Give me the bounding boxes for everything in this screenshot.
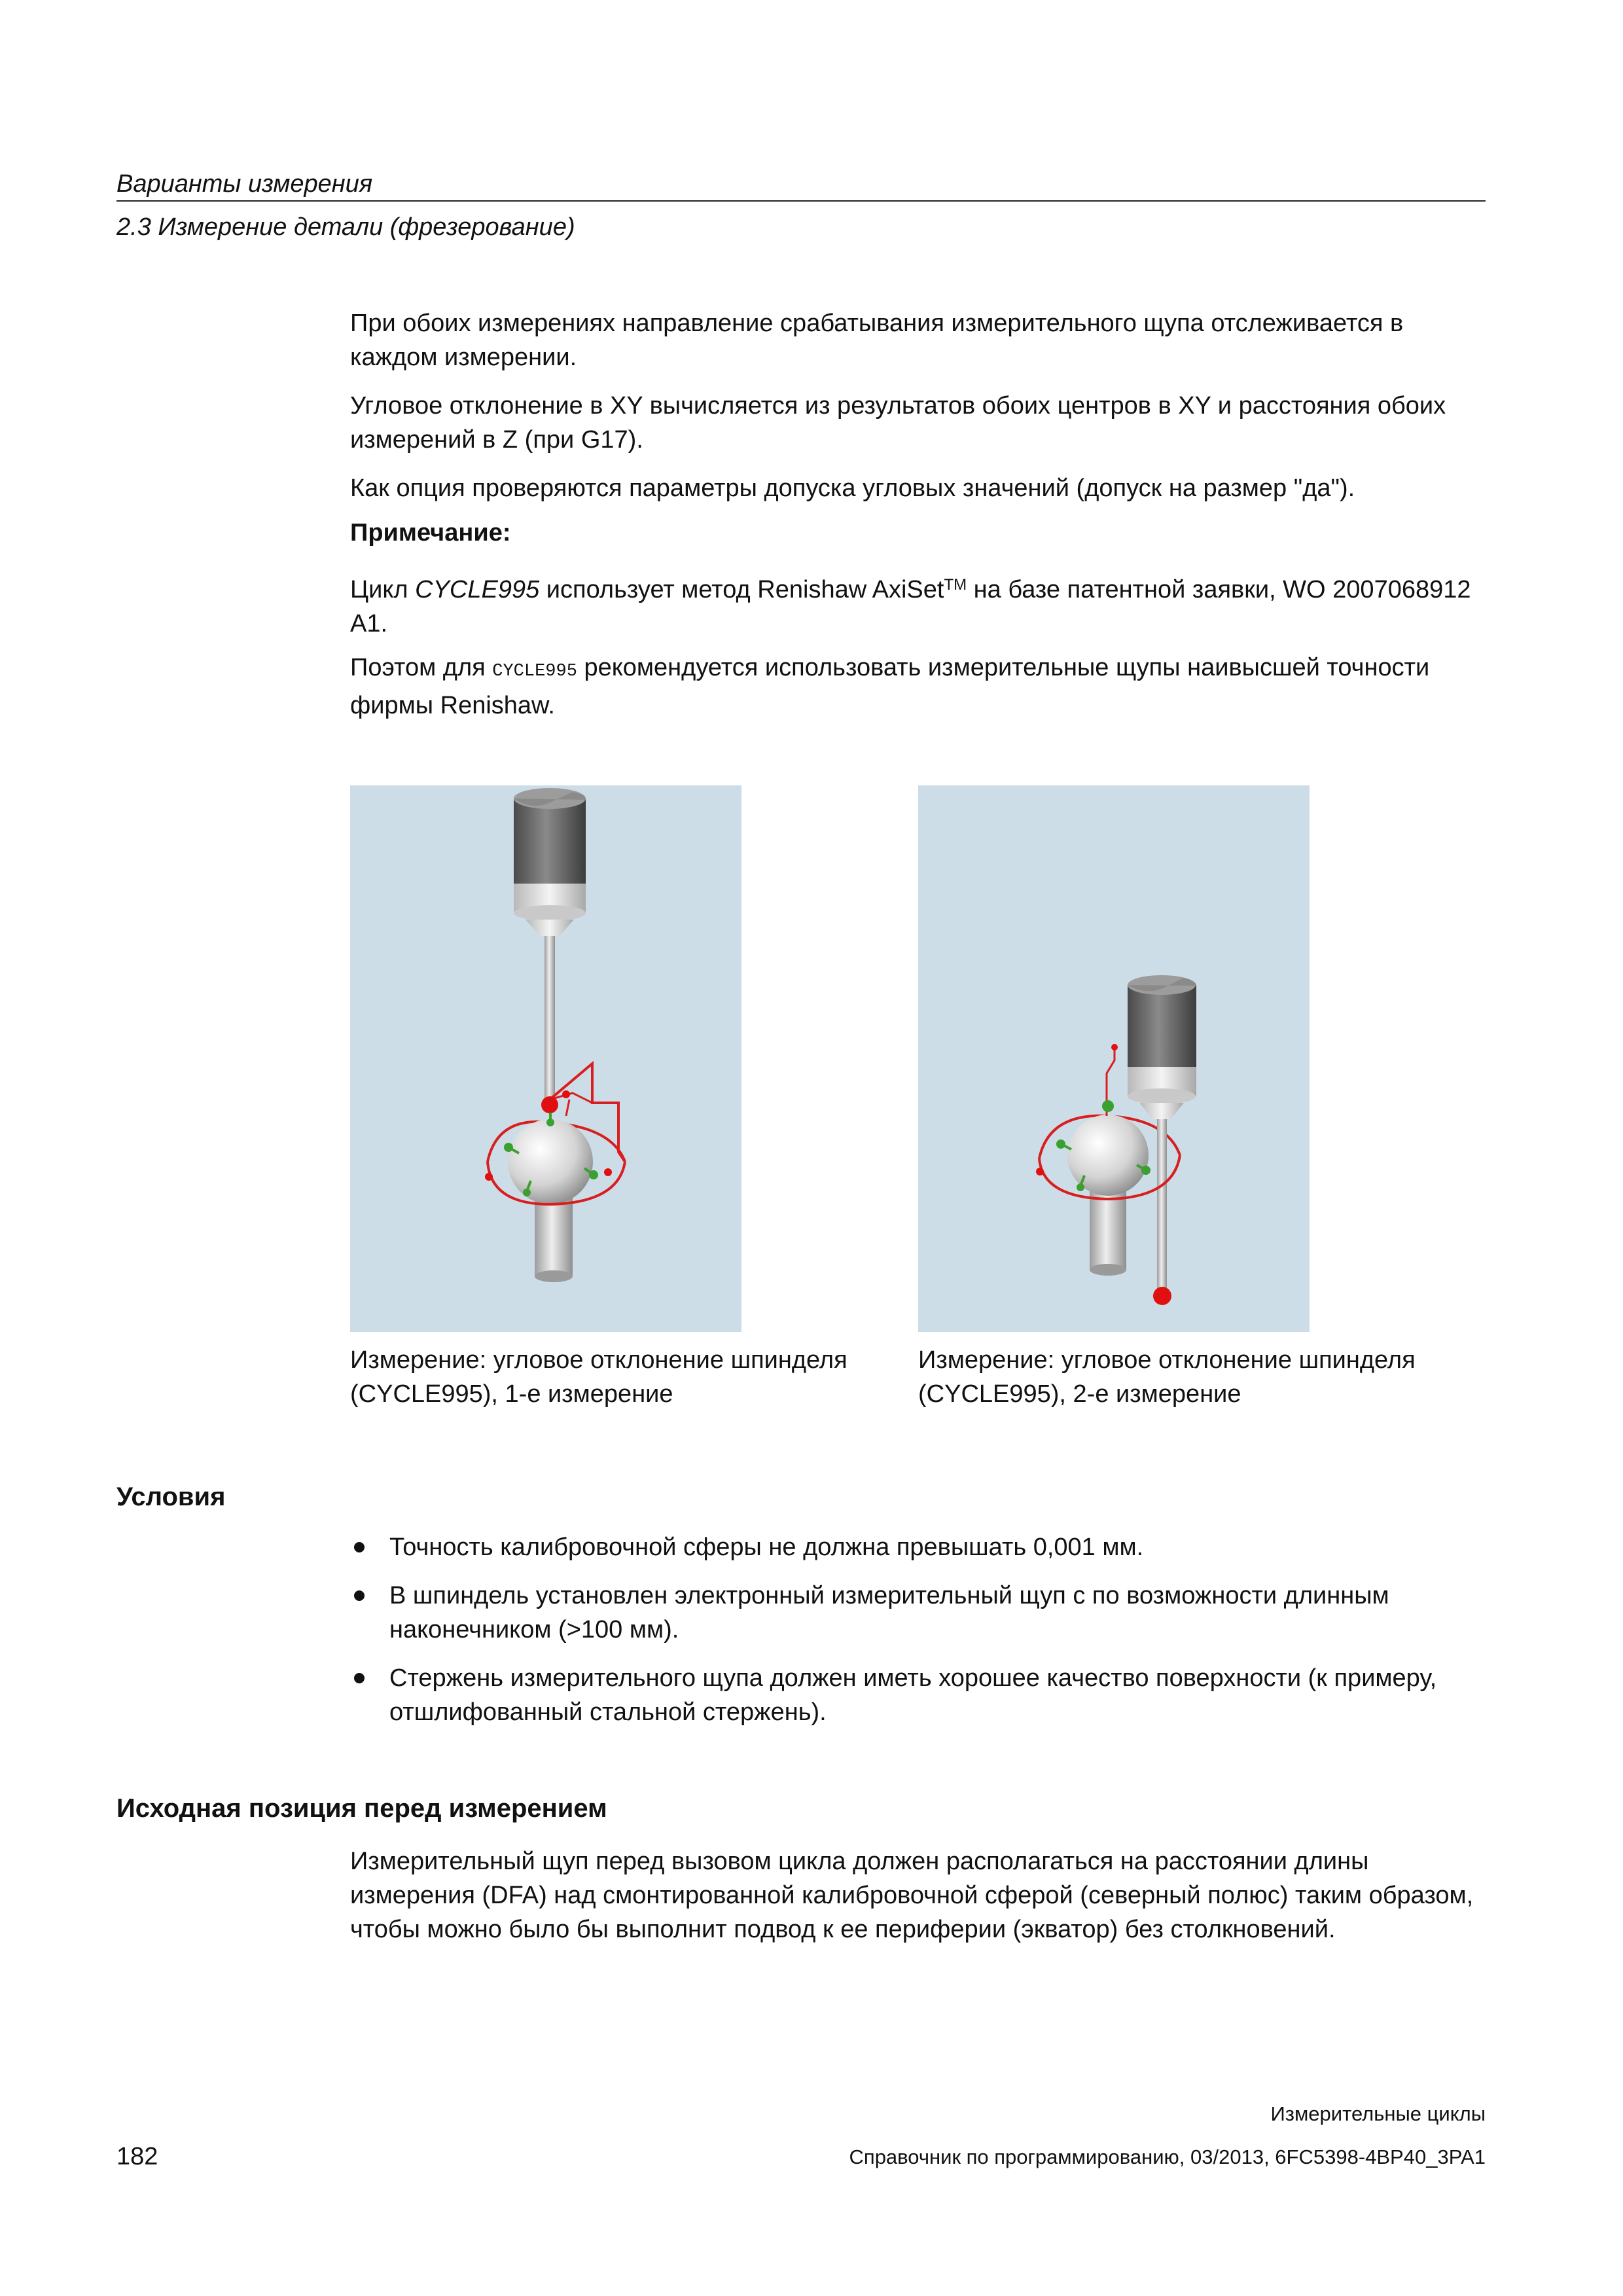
footer-reference: Справочник по программированию, 03/2013, 6FC5398-4BP40_3PA1 (849, 2145, 1486, 2168)
note-paragraph-1: Цикл CYCLE995 использует метод Renishaw AxiSet™ на базе патентной заявки, WO 2007068912 A1. (350, 576, 1471, 637)
footer-book-title: Измерительные циклы (1270, 2102, 1486, 2125)
probe-stylus (544, 936, 555, 1106)
figure-measurement-2 (918, 785, 1310, 1332)
list-item: Стержень измерительного щупа должен иметь хорошее качество поверхности (к примеру, отшлифованный стальной стержень). (350, 1661, 1489, 1729)
page-number: 182 (116, 2143, 158, 2170)
figure-caption-1: Измерение: угловое отклонение шпинделя (CYCLE995), 1-е измерение (350, 1346, 847, 1408)
probe-illustration-1 (350, 785, 741, 1332)
bullet-icon (354, 1590, 365, 1601)
figure-measurement-1 (350, 785, 741, 1332)
calibration-sphere (508, 1119, 593, 1204)
section-title: 2.3 Измерение детали (фрезерование) (116, 213, 575, 241)
intro-paragraph-1: При обоих измерениях направление срабатывания измерительного щупа отслеживается в каждом измерении. (350, 310, 1404, 371)
figure-caption-2: Измерение: угловое отклонение шпинделя (CYCLE995), 2-е измерение (918, 1346, 1416, 1408)
probe-body (1128, 985, 1196, 1067)
start-position-paragraph: Измерительный щуп перед вызовом цикла должен располагаться на расстоянии длины измерения (DFA) над смонтированной калибровочной сферой (северный полюс) таким образом, чтобы можно было бы выполнит подвод к ее периферии (экватор) без столкновений. (350, 1848, 1474, 1943)
start-position-heading: Исходная позиция перед измерением (116, 1794, 607, 1823)
cycle-code: CYCLE995 (415, 576, 540, 603)
bullet-icon (354, 1542, 365, 1552)
note-title: Примечание: (350, 519, 511, 547)
intro-paragraph-2: Угловое отклонение в XY вычисляется из результатов обоих центров в XY и расстояния обоих измерений в Z (при G17). (350, 392, 1446, 454)
probe-illustration-2 (918, 785, 1310, 1332)
probe-body (514, 798, 586, 884)
list-item: В шпиндель установлен электронный измерительный щуп с по возможности длинным наконечником (>100 мм). (350, 1579, 1489, 1647)
trademark: TM (944, 576, 967, 594)
conditions-list (350, 1530, 1489, 1744)
bullet-icon (354, 1673, 365, 1683)
header-rule (116, 200, 1486, 202)
chapter-title: Варианты измерения (116, 170, 373, 198)
cycle-code-mono: CYCLE995 (492, 662, 577, 681)
conditions-heading: Условия (116, 1482, 226, 1511)
intro-paragraph-3: Как опция проверяются параметры допуска угловых значений (допуск на размер "да"). (350, 475, 1355, 502)
list-item: Точность калибровочной сферы не должна превышать 0,001 мм. (350, 1530, 1489, 1564)
probe-tip (1153, 1287, 1171, 1305)
probe-tip (541, 1096, 558, 1113)
note-paragraph-2: Поэтом для CYCLE995 рекомендуется использовать измерительные щупы наивысшей точности фирмы Renishaw. (350, 654, 1430, 719)
probe-stylus (1157, 1119, 1167, 1293)
